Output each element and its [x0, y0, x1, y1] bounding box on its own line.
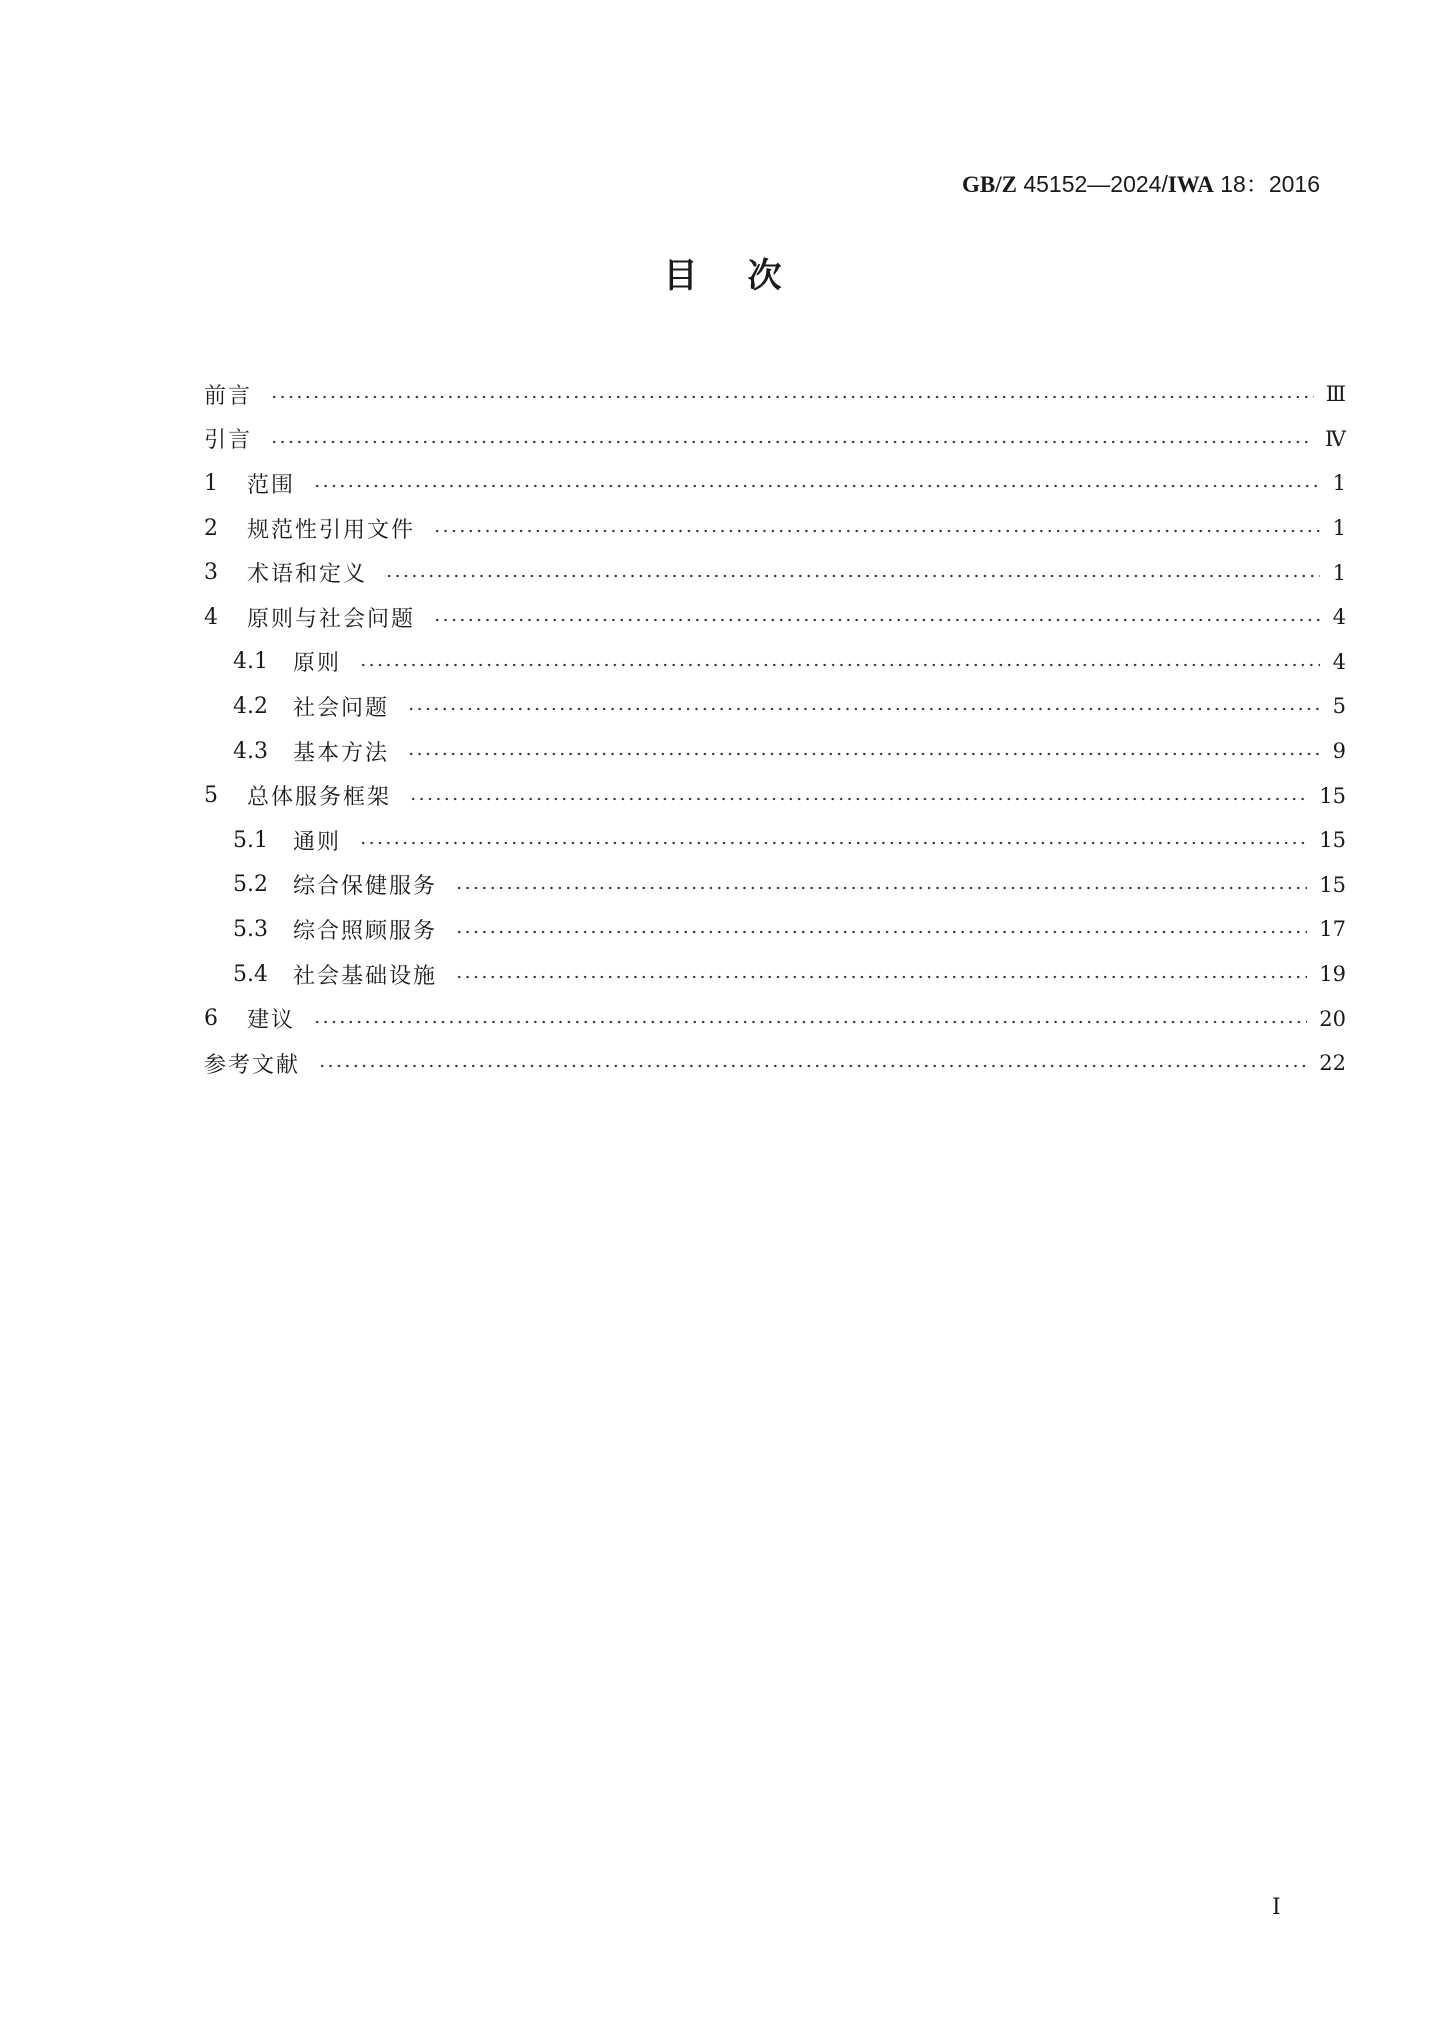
dot-leader — [313, 484, 1320, 488]
toc-entry[interactable] — [204, 863, 1346, 908]
toc-entry[interactable] — [204, 773, 1346, 818]
toc-entry-page: 1 — [1332, 560, 1346, 585]
toc-entry-label: 引言 — [204, 428, 253, 454]
toc-entry-number: 5.1 — [233, 827, 268, 853]
toc-entry-page: 4 — [1332, 649, 1346, 674]
toc-entry[interactable] — [204, 372, 1346, 417]
page-number: I — [1272, 1895, 1281, 1920]
toc-entry-page: 15 — [1319, 828, 1346, 853]
dot-leader — [433, 529, 1320, 533]
toc-entry-label: 原则与社会问题 — [247, 606, 416, 632]
toc-entry-label: 社会基础设施 — [293, 963, 438, 989]
toc-entry[interactable] — [204, 595, 1346, 640]
toc-entry-label: 参考文献 — [204, 1052, 301, 1078]
dot-leader — [433, 618, 1320, 622]
toc-entry-number: 5.3 — [233, 916, 268, 942]
dot-leader — [407, 752, 1320, 756]
dot-leader — [313, 1020, 1307, 1024]
toc-entry-page: 19 — [1319, 962, 1346, 987]
toc-entry[interactable] — [204, 729, 1346, 774]
toc-entry-number: 5.2 — [233, 872, 268, 898]
dot-leader — [359, 841, 1307, 845]
toc-entry-page: 9 — [1332, 739, 1346, 764]
toc-entry-number: 4.2 — [233, 693, 268, 719]
dot-leader — [359, 663, 1320, 667]
toc-entry-page: 4 — [1332, 605, 1346, 630]
toc-entry-page: Ⅲ — [1325, 382, 1346, 407]
toc-entry-label: 原则 — [293, 651, 342, 677]
toc-entry-label: 建议 — [247, 1008, 296, 1034]
toc-entry-label: 通则 — [293, 829, 342, 855]
toc-entry[interactable] — [204, 818, 1346, 863]
standard-code: 45152—2024/ — [1023, 171, 1168, 197]
toc-entry-number: 3 — [204, 560, 218, 586]
page-title: 目次 — [663, 256, 832, 296]
toc-entry-page: 22 — [1319, 1051, 1346, 1076]
toc-entry-page: 17 — [1319, 917, 1346, 942]
toc-entry-page: 20 — [1319, 1006, 1346, 1031]
toc-entry-label: 规范性引用文件 — [247, 517, 416, 543]
toc-entry-number: 6 — [204, 1006, 218, 1032]
toc-entry-page: Ⅳ — [1325, 426, 1346, 451]
dot-leader — [270, 395, 1314, 399]
iwa-prefix: IWA — [1167, 172, 1214, 197]
dot-leader — [455, 886, 1307, 890]
toc-entry-label: 范围 — [247, 472, 296, 498]
toc-entry-number: 4 — [204, 604, 218, 630]
dot-leader — [455, 975, 1307, 979]
dot-leader — [385, 574, 1320, 578]
toc-entry-label: 总体服务框架 — [247, 785, 392, 811]
iwa-code: 18：2016 — [1220, 171, 1320, 197]
standard-number — [962, 166, 1320, 199]
toc-entry[interactable] — [204, 417, 1346, 462]
toc-entry-label: 术语和定义 — [247, 562, 368, 588]
toc-entry-label: 综合保健服务 — [293, 874, 438, 900]
dot-leader — [409, 797, 1307, 801]
toc-entry[interactable] — [204, 640, 1346, 685]
toc-entry[interactable] — [204, 1041, 1346, 1086]
toc-entry-number: 4.3 — [233, 738, 268, 764]
toc-entry-label: 社会问题 — [293, 695, 390, 721]
toc-entry-number: 4.1 — [233, 649, 268, 675]
standard-prefix: GB/Z — [961, 172, 1017, 197]
toc-entry[interactable] — [204, 506, 1346, 551]
toc-entry-label: 综合照顾服务 — [293, 918, 438, 944]
toc-entry-page: 5 — [1332, 694, 1346, 719]
table-of-contents — [204, 372, 1346, 1086]
toc-entry-label: 基本方法 — [293, 740, 390, 766]
toc-entry-page: 15 — [1319, 872, 1346, 897]
toc-entry-number: 5.4 — [233, 961, 268, 987]
dot-leader — [318, 1064, 1307, 1068]
dot-leader — [455, 930, 1307, 934]
dot-leader — [270, 440, 1313, 444]
toc-entry[interactable] — [204, 907, 1346, 952]
toc-entry[interactable] — [204, 996, 1346, 1041]
toc-entry-number: 5 — [204, 783, 218, 809]
toc-entry[interactable] — [204, 684, 1346, 729]
toc-entry[interactable] — [204, 550, 1346, 595]
toc-entry-page: 1 — [1332, 516, 1346, 541]
dot-leader — [407, 707, 1320, 711]
toc-entry-page: 15 — [1319, 783, 1346, 808]
toc-entry-page: 1 — [1332, 471, 1346, 496]
toc-entry[interactable] — [204, 952, 1346, 997]
toc-entry-label: 前言 — [204, 383, 253, 409]
toc-entry-number: 2 — [204, 515, 218, 541]
toc-entry[interactable] — [204, 461, 1346, 506]
toc-entry-number: 1 — [204, 470, 218, 496]
